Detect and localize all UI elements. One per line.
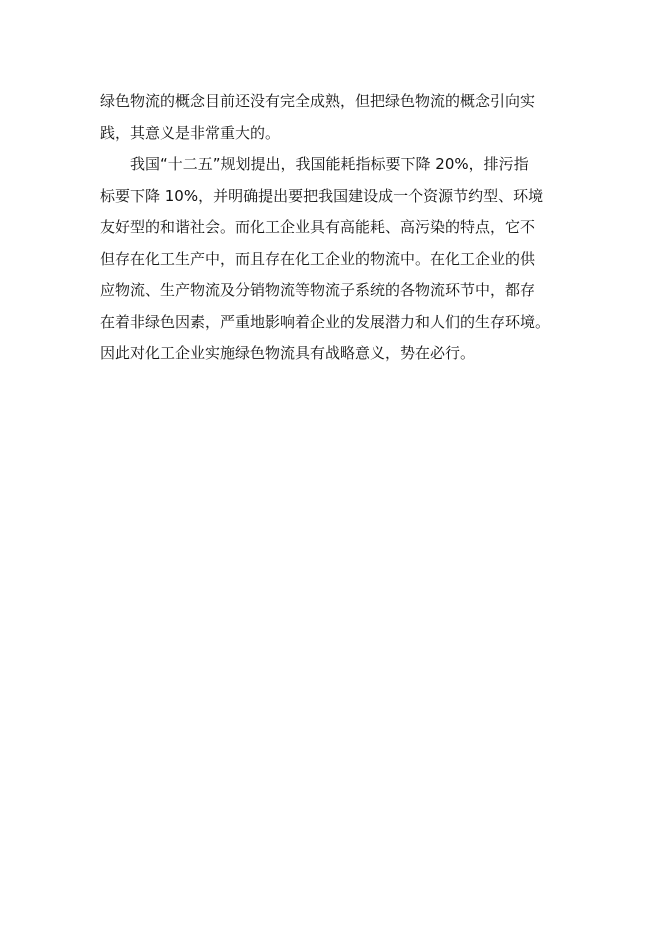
paragraph-line: 在着非绿色因素，严重地影响着企业的发展潜力和人们的生存环境。 [100, 312, 551, 331]
paragraph-line: 因此对化工企业实施绿色物流具有战略意义，势在必行。 [100, 344, 476, 362]
body-text [100, 86, 570, 370]
paragraph-line: 我国“十二五”规划提出，我国能耗指标要下降 20%，排污指 [130, 155, 529, 173]
paragraph-2 [100, 149, 570, 370]
paragraph-line: 标要下降 10%，并明确提出要把我国建设成一个资源节约型、环境 [100, 186, 544, 205]
paragraph-line: 应物流、生产物流及分销物流等物流子系统的各物流环节中，都存 [100, 281, 536, 299]
paragraph-line: 但存在化工生产中，而且存在化工企业的物流中。在化工企业的供 [100, 249, 536, 268]
paragraph-line: 践，其意义是非常重大的。 [100, 123, 281, 142]
paragraph-1 [100, 86, 570, 149]
paragraph-line: 绿色物流的概念目前还没有完全成熟，但把绿色物流的概念引向实 [100, 92, 536, 110]
paragraph-line: 友好型的和谐社会。而化工企业具有高能耗、高污染的特点，它不 [100, 218, 536, 236]
